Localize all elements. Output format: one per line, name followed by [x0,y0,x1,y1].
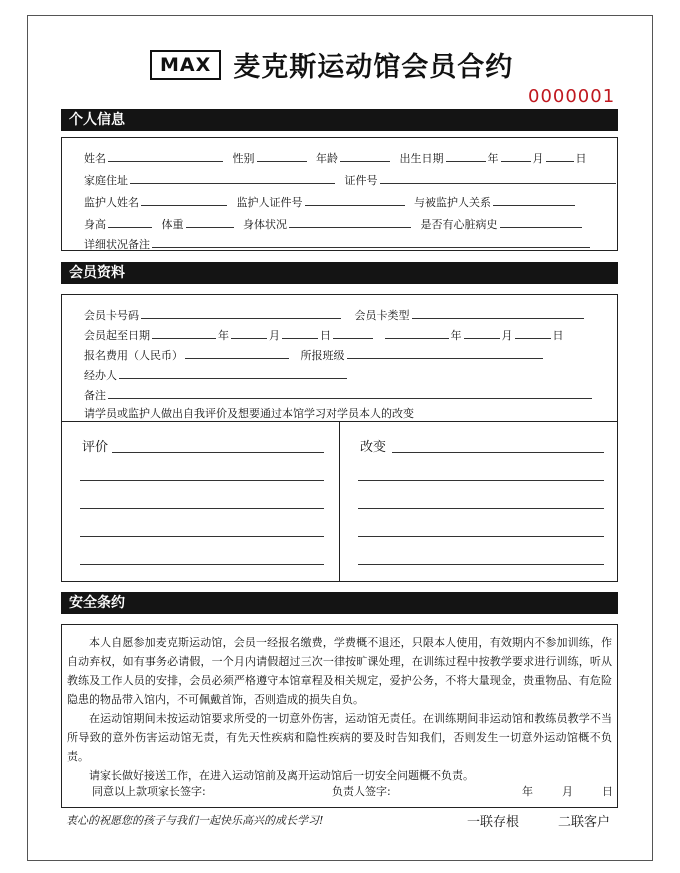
change-line[interactable] [358,536,604,537]
name-field[interactable] [108,150,223,162]
id-field[interactable] [380,172,616,184]
start-month-label: 月 [269,329,280,342]
heart-field[interactable] [500,216,582,228]
section-safety-box [61,624,618,808]
remark-label: 备注 [84,389,106,402]
member-instruction: 请学员或监护人做出自我评价及想要通过本馆学习对学员本人的改变 [84,407,414,420]
safety-terms [67,633,612,785]
health-field[interactable] [289,216,411,228]
remark-field[interactable] [108,387,592,399]
class-label: 所报班级 [300,349,345,362]
weight-label: 体重 [161,218,184,231]
age-label: 年龄 [316,152,338,165]
section-personal-heading: 个人信息 [61,109,618,131]
end-month-field[interactable] [464,327,500,339]
member-row-5 [84,387,594,403]
gender-field[interactable] [257,150,307,162]
card-no-field[interactable] [141,307,341,319]
name-label: 姓名 [84,152,106,165]
personal-row-1 [84,150,587,166]
notes-field[interactable] [152,236,590,248]
section-safety-heading: 安全条约 [61,592,618,614]
eval-line[interactable] [112,452,324,453]
age-field[interactable] [340,150,390,162]
sign-year-label: 年 [522,785,533,798]
change-line[interactable] [358,480,604,481]
parent-signature-label: 同意以上款项家长签字: [92,785,206,798]
eval-line[interactable] [80,480,324,481]
personal-row-5 [84,236,592,252]
guardian-relation-label: 与被监护人关系 [414,196,491,209]
person-signature-label: 负责人签字: [332,785,391,798]
gender-label: 性别 [232,152,255,165]
member-row-1 [84,307,586,323]
copy-customer-label: 二联客户 [558,815,611,830]
card-type-label: 会员卡类型 [354,309,410,322]
start-month-field[interactable] [231,327,267,339]
serial-number: 0000001 [528,86,616,107]
member-row-2 [84,327,564,343]
start-year-label: 年 [218,329,229,342]
address-label: 家庭住址 [84,174,128,187]
birth-year-label: 年 [487,152,499,165]
end-year-label: 年 [450,329,462,342]
birth-label: 出生日期 [399,152,444,165]
guardian-relation-field[interactable] [493,194,575,206]
sign-day-label: 日 [602,785,613,798]
sign-month-label: 月 [562,785,573,798]
guardian-id-label: 监护人证件号 [236,196,303,209]
handler-field[interactable] [119,367,347,379]
member-row-4 [84,367,349,383]
form-title: 麦克斯运动馆会员合约 [233,52,514,83]
start-day-label: 日 [320,329,331,342]
health-label: 身体状况 [243,218,287,231]
birth-day-field[interactable] [546,150,574,162]
personal-row-2 [84,172,618,188]
height-field[interactable] [108,216,152,228]
end-day-field[interactable] [515,327,551,339]
birth-day-label: 日 [575,152,587,165]
evaluation-divider [339,422,340,582]
fee-label: 报名费用（人民币） [84,349,183,362]
start-date-label: 会员起至日期 [84,329,150,342]
section-member-box [61,294,618,582]
guardian-id-field[interactable] [305,194,405,206]
section-member-heading: 会员资料 [61,262,618,284]
change-line[interactable] [392,452,604,453]
change-label: 改变 [360,440,387,455]
date-range-dash [333,327,373,339]
notes-label: 详细状况备注 [84,238,150,251]
change-line[interactable] [358,564,604,565]
eval-line[interactable] [80,536,324,537]
eval-label: 评价 [82,440,109,455]
guardian-name-field[interactable] [141,194,227,206]
birth-month-field[interactable] [501,150,531,162]
guardian-name-label: 监护人姓名 [84,196,139,209]
birth-month-label: 月 [532,152,544,165]
brand-logo: MAX [150,50,221,80]
heart-label: 是否有心脏病史 [420,218,498,231]
end-day-label: 日 [552,329,564,342]
weight-field[interactable] [186,216,234,228]
footer-slogan: 衷心的祝愿您的孩子与我们一起快乐高兴的成长学习! [66,814,324,827]
personal-row-3 [84,194,577,210]
safety-paragraph-3: 请家长做好接送工作，在进入运动馆前及离开运动馆后一切安全问题概不负责。 [89,769,474,782]
start-year-field[interactable] [152,327,216,339]
safety-paragraph-1: 本人自愿参加麦克斯运动馆，会员一经报名缴费，学费概不退还，只限本人使用，有效期内不参加训练，作自动弃权，如有事务必请假，一个月内请假超过三次一律按旷课处理，在训练过程中按教学要求进行训练，听从教练及工作人员的安排，会员必须严格遵守本馆章程及相关规定，爱护公务，不将大量现金，贵重物品、有危险隐患的物品带入馆内，不可佩戴首饰，否则造成的损失自负。 [67,636,612,706]
card-type-field[interactable] [412,307,584,319]
member-row-3 [84,347,545,363]
eval-line[interactable] [80,564,324,565]
evaluation-area [62,421,617,582]
birth-year-field[interactable] [446,150,486,162]
address-field[interactable] [130,172,335,184]
copy-stub-label: 一联存根 [467,815,520,830]
end-year-field[interactable] [385,327,449,339]
safety-paragraph-2: 在运动馆期间未按运动馆要求所受的一切意外伤害，运动馆无责任。在训练期间非运动馆和教练员教学不当所导致的意外伤害运动馆无责，有先天性疾病和隐性疾病的要及时告知我们，否则发生一切意外运动馆概不负责。 [67,712,612,763]
fee-field[interactable] [185,347,289,359]
eval-line[interactable] [80,508,324,509]
section-personal-box [61,137,618,251]
card-no-label: 会员卡号码 [84,309,139,322]
start-day-field[interactable] [282,327,318,339]
id-label: 证件号 [344,174,378,187]
change-line[interactable] [358,508,604,509]
end-month-label: 月 [501,329,513,342]
handler-label: 经办人 [84,369,117,382]
form-header [150,45,513,84]
height-label: 身高 [84,218,106,231]
class-field[interactable] [347,347,543,359]
personal-row-4 [84,216,584,232]
